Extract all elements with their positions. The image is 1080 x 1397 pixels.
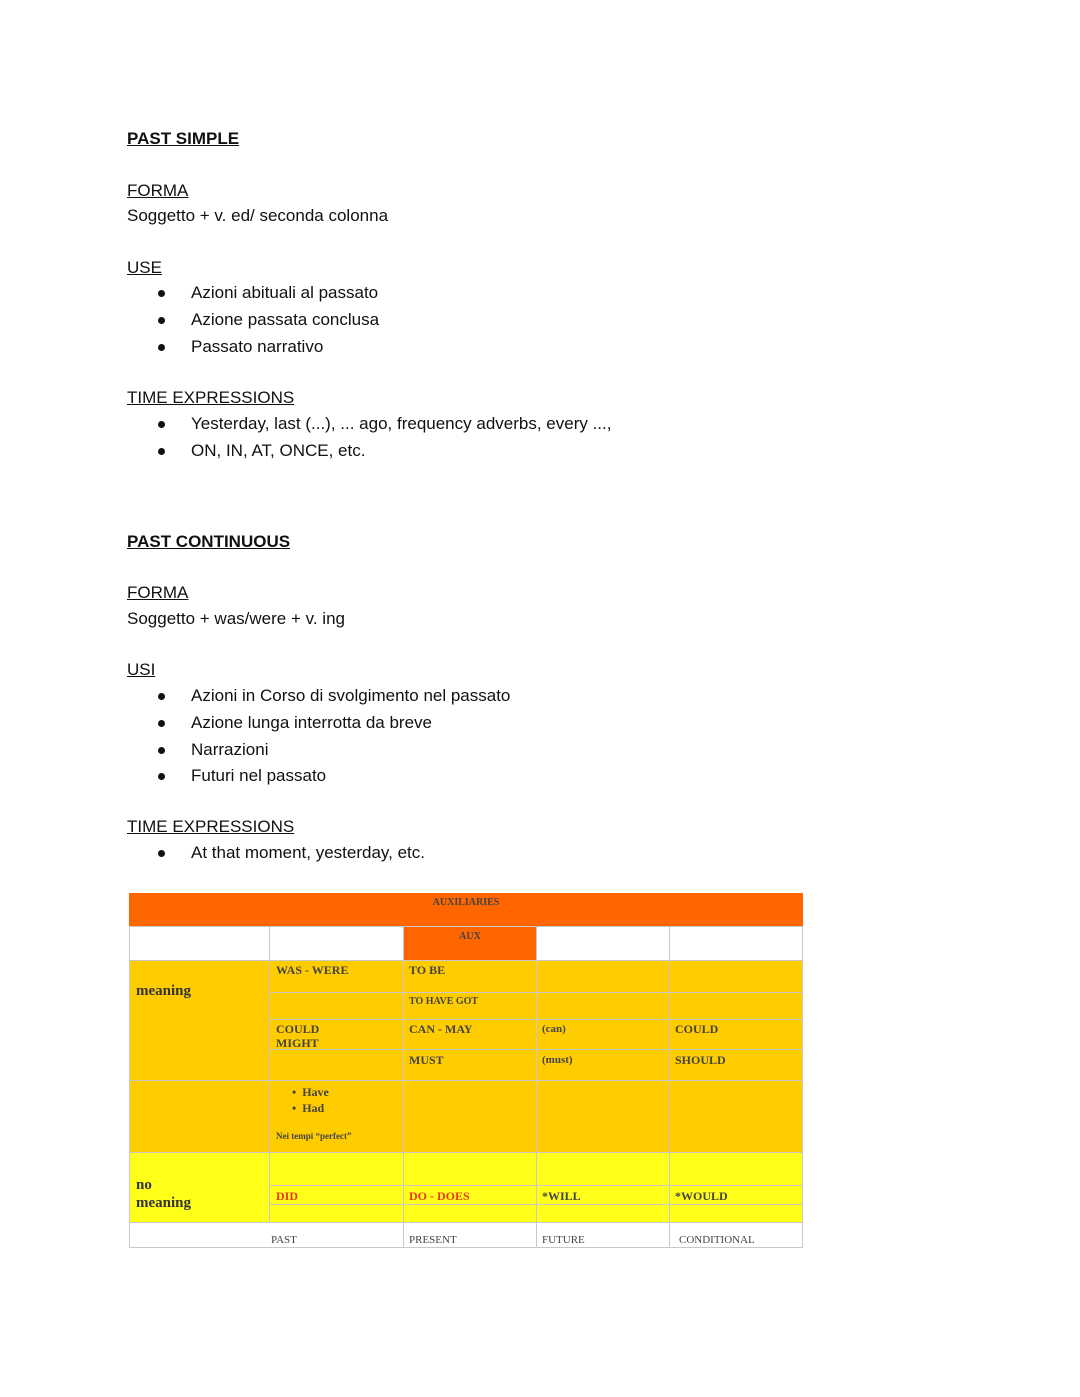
no-meaning-label [131, 1174, 196, 1214]
have-item: • Have [292, 1085, 329, 1099]
no-word: no [136, 1177, 152, 1193]
column-label-conditional: CONDITIONAL [679, 1234, 755, 1246]
might-text: MIGHT [276, 1036, 319, 1050]
column-label-past: PAST [271, 1234, 297, 1246]
to-have-got-cell: TO HAVE GOT [409, 996, 479, 1007]
column-label-future: FUTURE [542, 1234, 585, 1246]
past-continuous-title: PAST CONTINUOUS [127, 532, 291, 551]
can-may-cell: CAN - MAY [409, 1022, 473, 1036]
meaning-label: meaning [136, 983, 192, 999]
list-item: ON, IN, AT, ONCE, etc. [155, 438, 611, 465]
past-simple-forma-text: Soggetto + v. ed/ seconda colonna [127, 206, 389, 225]
must-cell: MUST [409, 1053, 444, 1067]
past-continuous-forma-label: FORMA [127, 583, 189, 602]
was-were-cell: WAS - WERE [276, 963, 349, 977]
could-cell: COULD [675, 1022, 719, 1036]
should-cell: SHOULD [675, 1053, 726, 1067]
to-be-cell: TO BE [409, 963, 446, 977]
list-item: Azioni abituali al passato [155, 280, 379, 307]
list-item: Narrazioni [155, 737, 510, 764]
list-item: At that moment, yesterday, etc. [155, 840, 425, 867]
past-simple-title: PAST SIMPLE [127, 129, 240, 148]
would-cell: *WOULD [675, 1189, 728, 1203]
list-item: Azioni in Corso di svolgimento nel passato [155, 683, 510, 710]
could-text: COULD [276, 1022, 320, 1036]
list-item: Azione passata conclusa [155, 307, 379, 334]
do-does-cell: DO - DOES [409, 1189, 470, 1203]
past-simple-use-label: USE [127, 258, 162, 277]
past-continuous-time-label: TIME EXPRESSIONS [127, 817, 295, 836]
did-cell: DID [276, 1189, 299, 1203]
past-continuous-forma-text: Soggetto + was/were + v. ing [127, 609, 345, 628]
past-simple-time-label: TIME EXPRESSIONS [127, 388, 295, 407]
could-might-cell [271, 1020, 324, 1052]
auxiliaries-header: AUXILIARIES [432, 897, 500, 908]
list-item: Passato narrativo [155, 334, 379, 361]
list-item: Futuri nel passato [155, 763, 510, 790]
aux-header-cell [404, 926, 536, 960]
had-item: • Had [292, 1101, 325, 1115]
past-simple-forma-label: FORMA [127, 181, 189, 200]
column-label-present: PRESENT [409, 1234, 457, 1246]
must-paren-cell: (must) [542, 1054, 573, 1066]
auxiliaries-table [129, 893, 803, 1248]
list-item: Yesterday, last (...), ... ago, frequency adverbs, every ..., [155, 411, 611, 438]
have-had-list [287, 1082, 334, 1118]
table-header [129, 893, 803, 926]
list-item: Azione lunga interrotta da breve [155, 710, 510, 737]
past-simple-time-list [155, 411, 611, 465]
will-cell: *WILL [542, 1189, 581, 1203]
past-continuous-usi-list [155, 683, 510, 790]
past-simple-use-list [155, 280, 379, 360]
perfect-note: Nei tempi “perfect” [276, 1131, 352, 1141]
past-continuous-time-list [155, 840, 425, 867]
aux-label: AUX [459, 931, 481, 942]
meaning-word: meaning [136, 1195, 192, 1211]
can-paren-cell: (can) [542, 1023, 566, 1035]
past-continuous-usi-label: USI [127, 660, 156, 679]
